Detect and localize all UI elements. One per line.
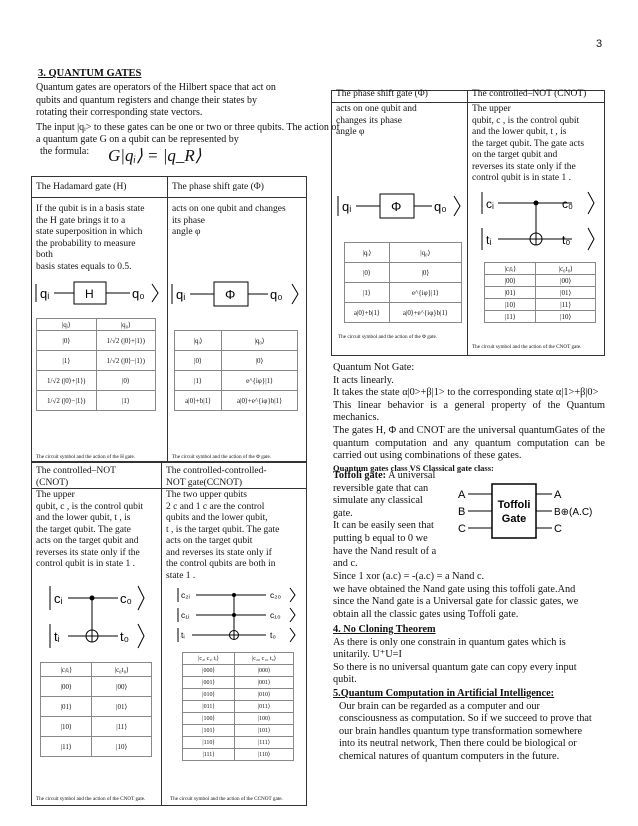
svg-text:t₀: t₀ (562, 233, 571, 247)
phase-right-caption: The circuit symbol and the action of the Φ gate. (338, 334, 438, 340)
svg-text:c₁₀: c₁₀ (270, 610, 281, 620)
cnot-right-desc: The upper qubit, c , is the control qubit and the lower qubit, t , is the target qubit. The gate acts on the target qubit and reverses its state only if the control qubit is in state 1 . (472, 104, 585, 183)
circuit-in-label: qᵢ (40, 286, 50, 301)
svg-text:tᵢ: tᵢ (181, 630, 185, 640)
toffoli-diagram (452, 478, 602, 550)
cnot-left-desc: The upper qubit, c , is the control qubit and the lower qubit, t , is the target qubit. The gate acts on the target qubit and reverses its state only if the control qubit is in state 1 . (36, 490, 144, 569)
svg-text:B: B (458, 506, 466, 518)
page-number: 3 (596, 38, 603, 50)
svg-text:C: C (554, 523, 562, 535)
section-3-heading: 3. QUANTUM GATES (38, 68, 142, 79)
hadamard-truth-table: |qᵢ⟩ |q₀⟩ |0⟩ 1/√2 (|0⟩+|1⟩) |1⟩ 1/√2 (|0⟩−|1⟩) 1/√2 (|0⟩+|1⟩) |0⟩ 1/√2 (|0⟩−|1⟩) |1⟩ (36, 318, 156, 411)
cnot-right-truth-table: |cᵢtᵢ⟩ |c₀t₀⟩ |00⟩ |00⟩ |01⟩ |01⟩ |10⟩ |11⟩ |11⟩ |10⟩ (484, 262, 596, 323)
hadamard-desc: If the qubit is in a basis state the H gate brings it to a state superposition in which the probability to measure both basis states equals to 0.5. (36, 204, 145, 272)
svg-text:tᵢ: tᵢ (54, 629, 60, 644)
svg-text:Gate: Gate (501, 513, 527, 525)
intro-line: qubits and quantum registers and change their states by (36, 94, 258, 106)
svg-text:Φ: Φ (391, 199, 402, 214)
formula-label: the formula: (40, 146, 90, 157)
svg-text:A: A (554, 489, 562, 501)
circuit-out-label: q₀ (132, 286, 145, 301)
phase-right-circuit (336, 192, 466, 222)
svg-text:cᵢ: cᵢ (54, 591, 63, 606)
svg-text:A: A (458, 489, 466, 501)
svg-text:c₂₀: c₂₀ (270, 590, 282, 600)
intro-line: rotating their corresponding state vectors. (36, 107, 203, 118)
gate-formula: G|qᵢ⟩ = |q_R⟩ (108, 146, 202, 165)
phase-right-desc: acts on one qubit and changes its phase angle φ (336, 104, 417, 137)
phase-desc: acts on one qubit and changes its phase angle φ (172, 204, 286, 237)
svg-text:qᵢ: qᵢ (342, 199, 352, 214)
svg-text:c₀: c₀ (120, 591, 132, 606)
svg-text:B⊕(A.C): B⊕(A.C) (554, 507, 593, 518)
svg-text:tᵢ: tᵢ (486, 233, 492, 247)
ccnot-title: The controlled-controlled- NOT gate(CCNOT) (166, 466, 267, 488)
toffoli-box-label: Toffoli (497, 499, 531, 511)
cnot-left-caption: The circuit symbol and the action of the CNOT gate. (36, 796, 146, 802)
svg-text:c₂ᵢ: c₂ᵢ (181, 590, 190, 600)
toffoli-text: Toffoli gate: A universal reversible gate that can simulate any classical gate. It can be easily seen that putting b equal to 0 we have the Nand result of a and c. (333, 470, 437, 570)
svg-text:c₁ᵢ: c₁ᵢ (181, 610, 190, 620)
section-5-heading: 5.Quantum Computation in Artificial Intelligence: (333, 688, 555, 699)
ccnot-circuit (176, 586, 300, 646)
hadamard-title: The Hadamard gate (H) (36, 182, 127, 192)
cnot-left-truth-table: |cᵢtᵢ⟩ |c₀t₀⟩ |00⟩ |00⟩ |01⟩ |01⟩ |10⟩ |11⟩ |11⟩ |10⟩ (40, 662, 152, 757)
not-gate-section: Quantum Not Gate: It acts linearly. It takes the state α|0>+β|1> to the corresponding state α|1>+β|0> This linear behavior is a general property of the Quantum mechanics. The gates H, Φ and CNOT are the universal quantumGates of the quantum computation and any quantum computation can be carried out using combinations of these gates. Quantum gates class VS Classical gate class: (333, 362, 605, 473)
cnot-right-circuit (480, 190, 598, 252)
hadamard-gate-label: H (85, 287, 94, 301)
svg-text:q₀: q₀ (270, 287, 283, 302)
ccnot-caption: The circuit symbol and the action of the CCNOT gate. (170, 796, 283, 802)
class-heading: Quantum gates class VS Classical gate class: (333, 462, 494, 473)
cnot-right-caption: The circuit symbol and the action of the CNOT gate. (472, 344, 582, 350)
ccnot-desc: The two upper qubits 2 c and 1 c are the control qubits and the lower qubit, t , is the target qubit. The gate acts on the target qubit and reverses its state only if the control qubits are both in state 1 . (166, 490, 280, 581)
intro-line: Quantum gates are operators of the Hilbert space that act on (36, 82, 276, 93)
phase-right-title: The phase shift gate (Φ) (336, 89, 428, 99)
input-line: The input |qᵢ> to these gates can be one or two or three qubits. The action of (36, 122, 340, 133)
ccnot-truth-table: |c₂ᵢ c₁ᵢ tᵢ⟩ |c₂₀ c₁₀ t₀⟩ |000⟩ |000⟩ |001⟩ |001⟩ |010⟩ |010⟩ |011⟩ |011⟩ |100⟩ |100⟩ |101⟩ |101⟩ |110⟩ |111⟩ |111⟩ |110⟩ (182, 652, 294, 761)
svg-text:t₀: t₀ (270, 630, 276, 640)
section-5: 5.Quantum Computation in Artificial Intelligence: Our brain can be regarded as a computer and our consciousness as computation. So if we succeed to prove that our brain handles quantum type transformation somewhere into its neutral network, Then there could be biological or chemical natures of quantum computers in the future. (333, 688, 605, 764)
cnot-left-title: The controlled–NOT (CNOT) (36, 466, 116, 488)
phase-caption: The circuit symbol and the action of the Φ gate. (172, 454, 272, 460)
svg-text:cᵢ: cᵢ (486, 197, 494, 211)
phase-gate-label: Φ (225, 287, 236, 302)
svg-text:qᵢ: qᵢ (176, 287, 186, 302)
hadamard-circuit (34, 280, 164, 308)
input-line-2: a quantum gate G on a qubit can be represented by (36, 134, 239, 145)
svg-text:q₀: q₀ (434, 199, 447, 214)
phase-truth-table: |qᵢ⟩ |q₀⟩ |0⟩ |0⟩ |1⟩ e^{iφ}|1⟩ a|0⟩+b|1⟩ a|0⟩+e^{iφ}b|1⟩ (174, 330, 298, 411)
phase-title: The phase shift gate (Φ) (172, 182, 264, 192)
toffoli-heading: Toffoli gate: (333, 470, 387, 481)
cnot-left-circuit (48, 584, 148, 650)
svg-text:t₀: t₀ (120, 629, 130, 644)
section-4-heading: 4. No Cloning Theorem (333, 624, 436, 635)
hadamard-caption: The circuit symbol and the action of the H gate. (36, 454, 136, 460)
phase-circuit (170, 280, 305, 310)
section-3-intro (36, 82, 336, 120)
svg-text:c₀: c₀ (562, 197, 573, 211)
cnot-right-title: The controlled–NOT (CNOT) (472, 89, 587, 99)
svg-text:C: C (458, 523, 466, 535)
toffoli-after: Since 1 xor (a.c) = -(a.c) = a Nand c. we have obtained the Nand gate using this toffoli gate.And since the Nand gate is a Universal gate for classic gates, we obtain all the classic gates using Toffoli gate. (333, 571, 579, 620)
phase-right-truth-table: |qᵢ⟩ |q₀⟩ |0⟩ |0⟩ |1⟩ e^{iφ}|1⟩ a|0⟩+b|1⟩ a|0⟩+e^{iφ}b|1⟩ (344, 242, 462, 323)
section-4: 4. No Cloning Theorem As there is only one constrain in quantum gates which is unitarily. U⁺U=I So there is no universal quantum gate can copy every input qubit. (333, 624, 605, 687)
